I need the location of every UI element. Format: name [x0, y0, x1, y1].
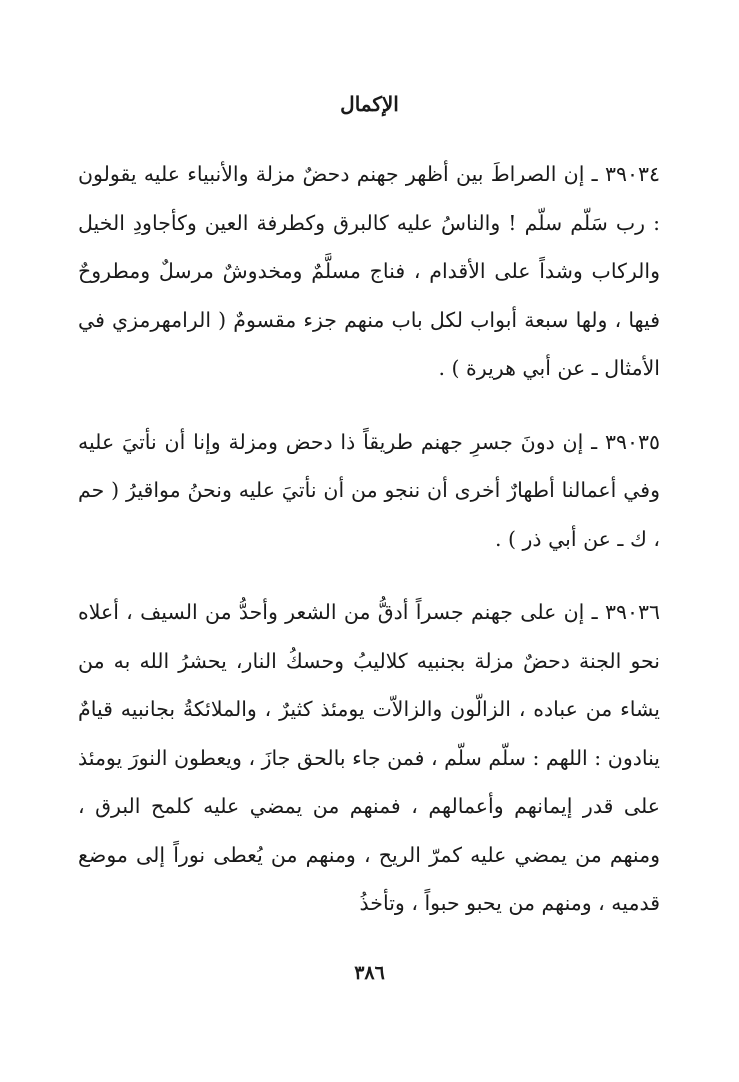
hadith-entry: [78, 418, 660, 564]
hadith-text: ـ إن دونَ جسرِ جهنم طريقاً ذا دحض ومزلة وإنا أن نأتيَ عليه وفي أعمالنا أطهارٌ أخرى أن ننجو من أن نأتيَ عليه ونحنُ مواقيرُ ( حم ، ك ـ عن أبي ذر ) .: [78, 429, 660, 551]
hadith-number: ٣٩٠٣٦: [604, 600, 660, 624]
page-body: [78, 150, 660, 928]
hadith-text: ـ إن على جهنم جسراً أدقُّ من الشعر وأحدُّ من السيف ، أعلاه نحو الجنة دحضٌ مزلة بجنبيه كلاليبُ وحسكُ النار، يحشرُ الله به من يشاء من عباده ، الزالّون والزالاّت يومئذ كثيرٌ ، والملائكةُ بجانبيه قيامٌ ينادون : اللهم : سلّم سلّم ، فمن جاء بالحق جازَ ، ويعطون النورَ يومئذ على قدر إيمانهم وأعمالهم ، فمنهم من يمضي عليه كلمح البرق ، ومنهم من يمضي عليه كمرّ الريح ، ومنهم من يُعطى نوراً إلى موضع قدميه ، ومنهم من يحبو حبواً ، وتأخذُ: [78, 600, 660, 915]
hadith-entry: [78, 588, 660, 928]
hadith-number: ٣٩٠٣٤: [604, 162, 660, 186]
hadith-entry: [78, 150, 660, 393]
page-number: ٣٨٦: [354, 962, 385, 984]
hadith-text: ـ إن الصراطَ بين أظهر جهنم دحضٌ مزلة والأنبياء عليه يقولون : رب سَلّم سلّم ! والناسُ عليه كالبرق وكطرفة العين وكأجاودِ الخيل والركاب وشداً على الأقدام ، فناج مسلَّمٌ ومخدوشٌ مرسلٌ ومطروحٌ فيها ، ولها سبعة أبواب لكل باب منهم جزء مقسومٌ ( الرامهرمزي في الأمثال ـ عن أبي هريرة ) .: [78, 162, 660, 380]
running-header: الإكمال: [340, 92, 399, 116]
hadith-number: ٣٩٠٣٥: [604, 429, 660, 454]
